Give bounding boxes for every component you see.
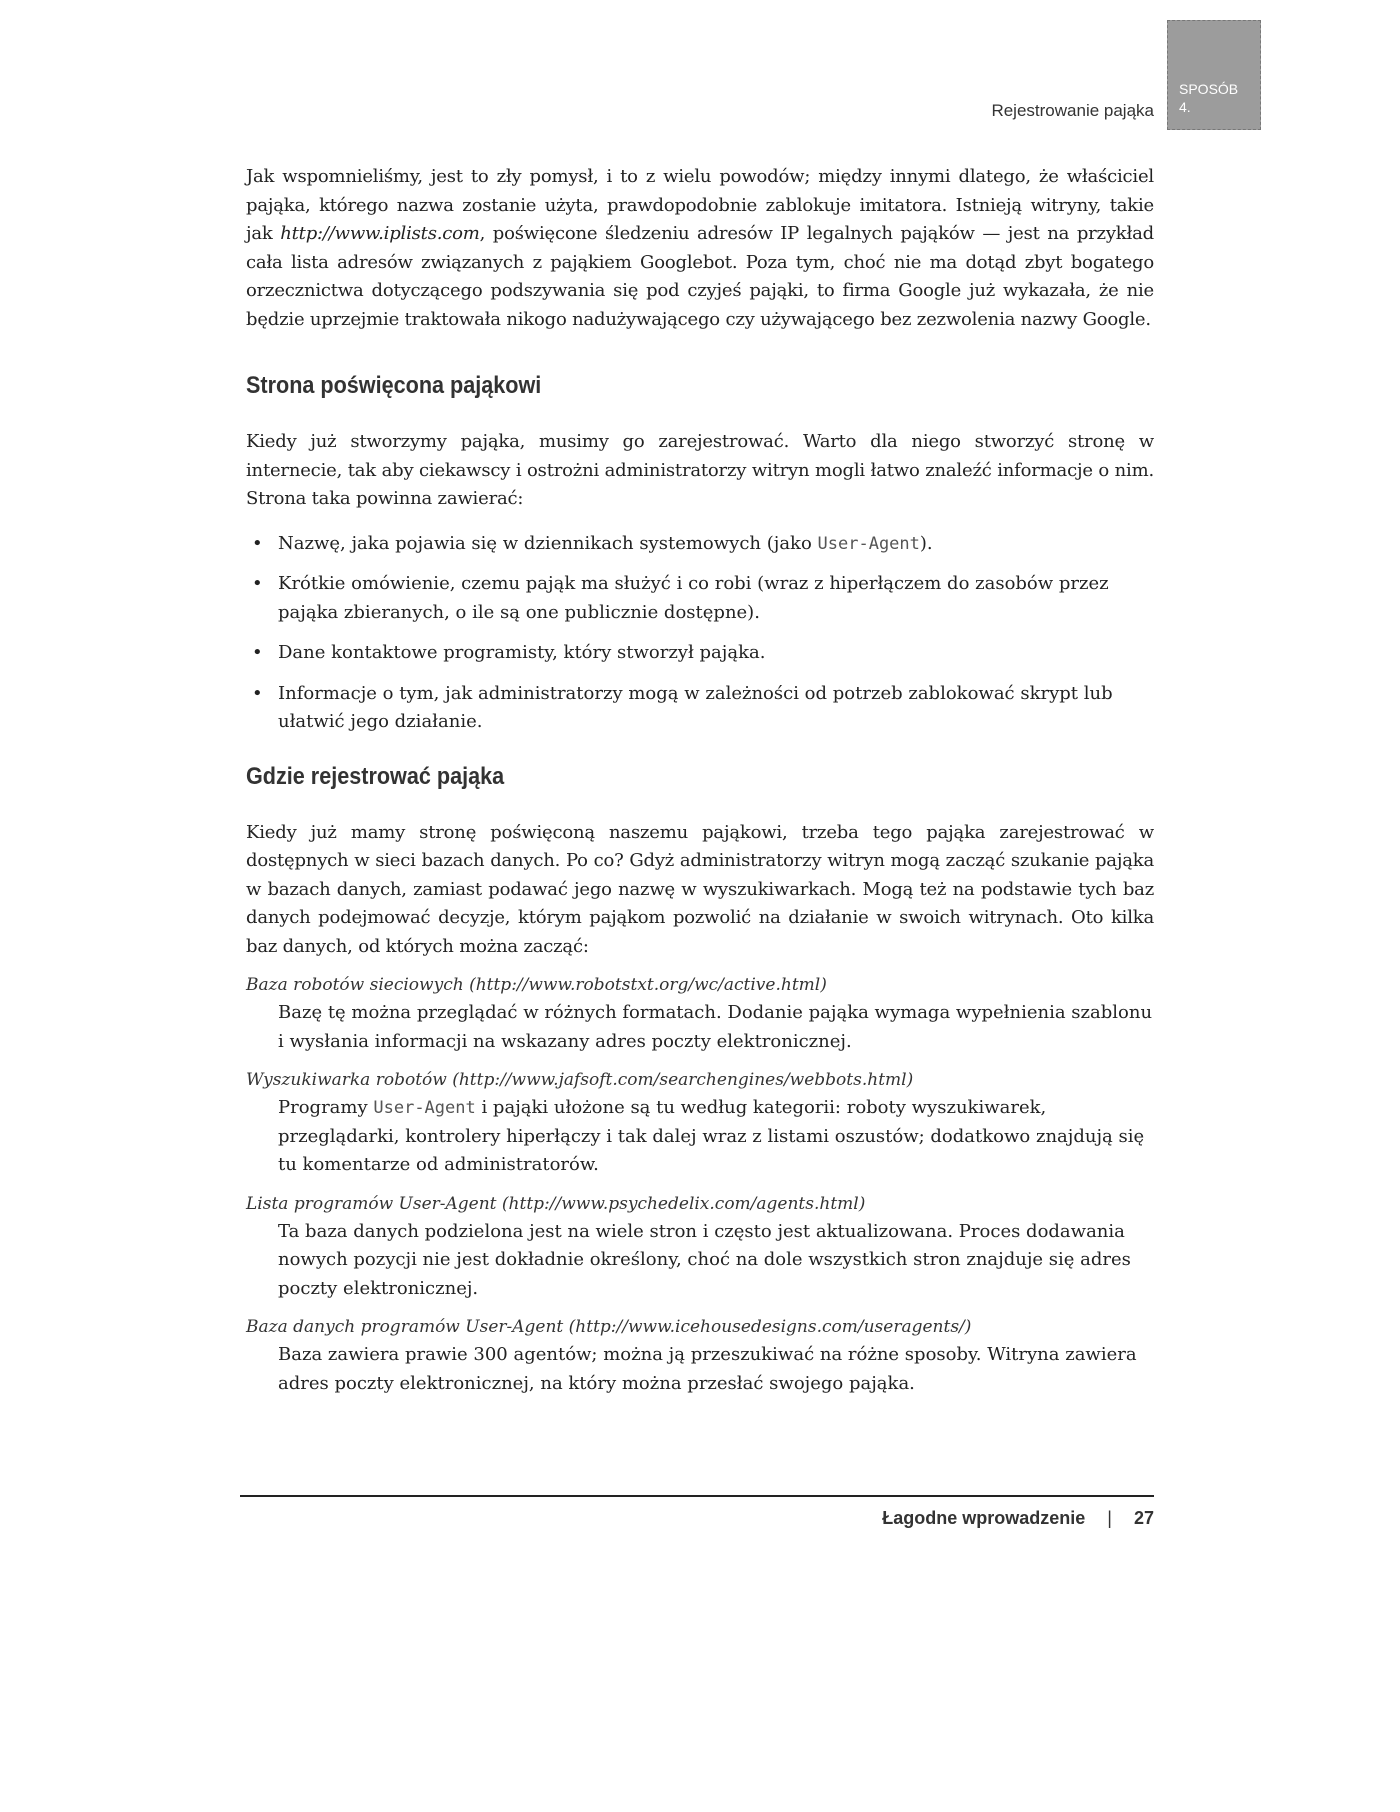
page-body <box>246 163 1154 1398</box>
database-entry <box>246 971 1154 1056</box>
requirements-list <box>246 530 1154 737</box>
entry-description: Bazę tę można przeglądać w różnych formatach. Dodanie pająka wymaga wypełnienia szablonu i wysłania informacji na wskazany adres poczty elektronicznej. <box>278 1002 1153 1052</box>
code-user-agent: User-Agent <box>373 1098 476 1118</box>
intro-text-cont: , poświęcone śledzeniu adresów IP legalnych pająków — jest na przykład cała lista adresów związanych z pająkiem Googlebot. Poza tym, choć nie ma dotąd zbyt bogatego orzecznictwa dotyczącego podszywania się pod czyjeś pająki, to firma Google już wykazała, że nie będzie uprzejmie traktowała nikogo nadużywającego czy używającego bez zezwolenia nazwy Google. <box>246 223 1154 330</box>
page-number: 27 <box>1133 1508 1154 1528</box>
entry-term[interactable]: Lista programów User-Agent (http://www.psychedelix.com/agents.html) <box>246 1193 866 1214</box>
database-entry <box>246 1313 1154 1398</box>
entry-description: Ta baza danych podzielona jest na wiele stron i często jest aktualizowana. Proces dodawania nowych pozycji nie jest dokładnie określony, choć na dole wszystkich stron znajduje się adres poczty elektronicznej. <box>278 1220 1131 1299</box>
entry-term[interactable]: Baza robotów sieciowych (http://www.robotstxt.org/wc/active.html) <box>246 975 827 995</box>
entry-term[interactable]: Wyszukiwarka robotów (http://www.jafsoft.com/searchengines/webbots.html) <box>246 1070 914 1090</box>
database-entry <box>246 1066 1154 1180</box>
section2-paragraph: Kiedy już mamy stronę poświęconą naszemu pająkowi, trzeba tego pająka zarejestrować w dostępnych w sieci bazach danych. Po co? Gdyż administratorzy witryn mogą zacząć szukanie pająka w bazach danych, zamiast podawać jego nazwę w wyszukiwarkach. Mogą też na podstawie tych baz danych podejmować decyzje, którym pająkom pozwolić na działanie w swoich witrynach. Oto kilka baz danych, od których można zacząć: <box>246 821 1154 957</box>
database-entry <box>246 1190 1154 1304</box>
section1-paragraph: Kiedy już stworzymy pająka, musimy go zarejestrować. Warto dla niego stworzyć stronę w internecie, tak aby ciekawscy i ostrożni administratorzy witryn mogli łatwo znaleźć informacje o nim. Strona taka powinna zawierać: <box>246 431 1154 509</box>
code-user-agent: User-Agent <box>817 533 920 554</box>
section-heading-spider-page: Strona poświęcona pająkowi <box>246 372 542 399</box>
list-item-text: Nazwę, jaka pojawia się w dziennikach systemowych (jako <box>278 532 818 554</box>
entry-description: Baza zawiera prawie 300 agentów; można ją przeszukiwać na różne sposoby. Witryna zawiera adres poczty elektronicznej, na który można przesłać swojego pająka. <box>278 1344 1137 1394</box>
entry-text: Programy <box>278 1097 374 1118</box>
entry-description <box>246 1094 1154 1180</box>
chapter-tab-number: 4. <box>1179 99 1191 115</box>
chapter-tab-label: SPOSÓB <box>1179 81 1239 97</box>
entry-text-cont: i pająki ułożone są tu według kategorii: roboty wyszukiwarek, przeglądarki, kontrolery hiperłączy i tak dalej wraz z listami oszustów; dodatkowo znajdują się tu komentarze od administratorów. <box>278 1097 1145 1175</box>
footer-rule <box>240 1495 1154 1497</box>
list-item: • Krótkie omówienie, czemu pająk ma służyć i co robi (wraz z hiperłączem do zasobów przez pająka zbieranych, o ile są one publicznie dostępne). <box>246 570 1154 627</box>
running-head: Rejestrowanie pająka <box>991 101 1154 120</box>
list-item <box>246 530 1154 559</box>
list-item: • Dane kontaktowe programisty, który stworzył pająka. <box>246 639 1154 668</box>
intro-paragraph <box>246 163 1154 334</box>
section-heading-where-register: Gdzie rejestrować pająka <box>246 762 505 790</box>
list-item: • Informacje o tym, jak administratorzy mogą w zależności od potrzeb zablokować skrypt lub ułatwić jego działanie. <box>246 680 1154 737</box>
page-footer <box>882 1508 1154 1529</box>
chapter-tab <box>1167 20 1261 130</box>
list-item-text-end: ). <box>919 532 933 554</box>
footer-title: Łagodne wprowadzenie <box>882 1508 1086 1528</box>
entry-term[interactable]: Baza danych programów User-Agent (http://www.icehousedesigns.com/useragents/) <box>246 1317 972 1337</box>
footer-separator: | <box>1107 1508 1112 1528</box>
intro-text: Jak wspomnieliśmy, jest to zły pomysł, i to z wielu powodów; między innymi dlatego, że właściciel pająka, którego nazwa zostanie użyta, prawdopodobnie zablokuje imitatora. Istnieją witryny, takie jak <box>246 166 1154 244</box>
iplists-link[interactable]: http://www.iplists.com <box>280 223 480 244</box>
